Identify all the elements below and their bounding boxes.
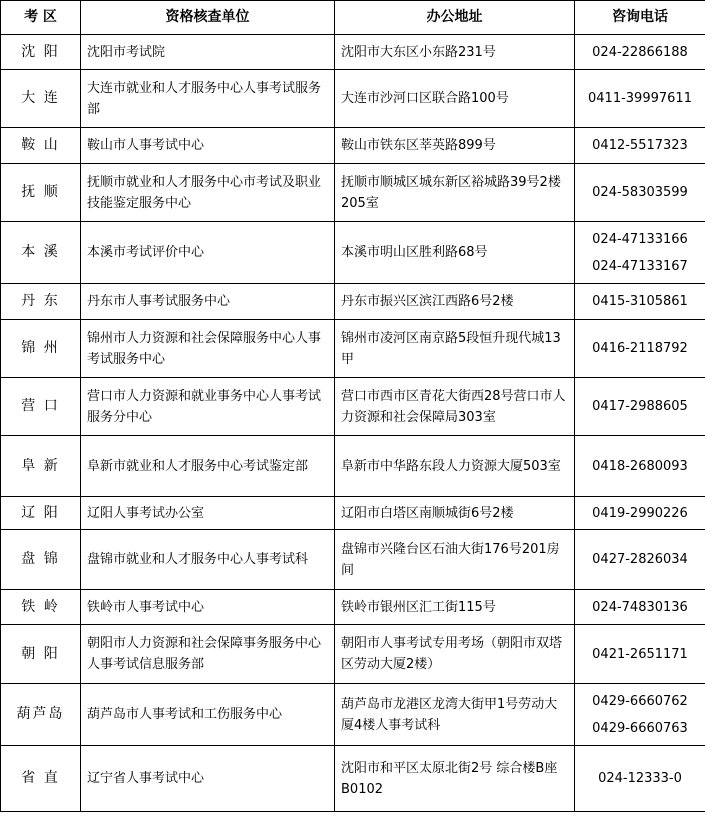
- table-row: [1, 590, 705, 625]
- unit-cell: 鞍山市人事考试中心: [81, 128, 335, 164]
- region-cell: 沈 阳: [1, 35, 81, 70]
- table-row: [1, 320, 705, 378]
- address-cell: 鞍山市铁东区莘英路899号: [335, 128, 575, 164]
- phone-number: 024-58303599: [592, 185, 688, 200]
- unit-cell: 沈阳市考试院: [81, 35, 335, 70]
- table-row: [1, 684, 705, 746]
- unit-cell: 朝阳市人力资源和社会保障事务服务中心人事考试信息服务部: [81, 625, 335, 684]
- unit-cell: 丹东市人事考试服务中心: [81, 284, 335, 320]
- phone-number: 0429-6660763: [592, 720, 688, 736]
- address-cell: 抚顺市顺城区城东新区裕城路39号2楼205室: [335, 164, 575, 222]
- table-row: [1, 164, 705, 222]
- phone-number: 024-22866188: [592, 44, 688, 60]
- phone-cell: [575, 625, 705, 684]
- header-region: 考 区: [1, 1, 81, 35]
- phone-number: 024-12333-0: [598, 771, 682, 786]
- phone-cell: [575, 684, 705, 746]
- table-row: [1, 35, 705, 70]
- phone-cell: [575, 497, 705, 530]
- phone-cell: [575, 164, 705, 222]
- phone-number: 0417-2988605: [592, 399, 688, 414]
- region-cell: 朝 阳: [1, 625, 81, 684]
- phone-cell: [575, 128, 705, 164]
- address-cell: 朝阳市人事考试专用考场（朝阳市双塔区劳动大厦2楼）: [335, 625, 575, 684]
- region-cell: 葫芦岛: [1, 684, 81, 746]
- address-cell: 铁岭市银州区汇工街115号: [335, 590, 575, 625]
- unit-cell: 锦州市人力资源和社会保障服务中心人事考试服务中心: [81, 320, 335, 378]
- region-cell: 辽 阳: [1, 497, 81, 530]
- region-cell: 大 连: [1, 70, 81, 128]
- region-cell: 营 口: [1, 378, 81, 436]
- unit-cell: 盘锦市就业和人才服务中心人事考试科: [81, 530, 335, 590]
- region-cell: 抚 顺: [1, 164, 81, 222]
- phone-number: 0421-2651171: [592, 646, 688, 662]
- address-cell: 阜新市中华路东段人力资源大厦503室: [335, 436, 575, 497]
- phone-number: 0411-39997611: [588, 91, 692, 106]
- phone-number: 0419-2990226: [592, 505, 688, 521]
- phone-number: 0418-2680093: [592, 458, 688, 474]
- phone-cell: [575, 35, 705, 70]
- address-cell: 丹东市振兴区滨江西路6号2楼: [335, 284, 575, 320]
- phone-number: 024-74830136: [592, 599, 688, 615]
- phone-number: 0427-2826034: [592, 552, 688, 567]
- region-cell: 本 溪: [1, 222, 81, 284]
- table-row: [1, 625, 705, 684]
- address-cell: 锦州市凌河区南京路5段恒升现代城13甲: [335, 320, 575, 378]
- phone-cell: [575, 70, 705, 128]
- phone-number: 024-47133167: [592, 258, 688, 274]
- unit-cell: 阜新市就业和人才服务中心考试鉴定部: [81, 436, 335, 497]
- region-cell: 阜 新: [1, 436, 81, 497]
- table-row: [1, 530, 705, 590]
- table-row: [1, 284, 705, 320]
- address-cell: 大连市沙河口区联合路100号: [335, 70, 575, 128]
- region-cell: 丹 东: [1, 284, 81, 320]
- phone-cell: [575, 378, 705, 436]
- unit-cell: 大连市就业和人才服务中心人事考试服务部: [81, 70, 335, 128]
- header-unit: 资格核查单位: [81, 1, 335, 35]
- phone-cell: [575, 284, 705, 320]
- unit-cell: 辽宁省人事考试中心: [81, 746, 335, 812]
- table-row: [1, 378, 705, 436]
- phone-number: 0415-3105861: [592, 294, 688, 309]
- phone-cell: [575, 320, 705, 378]
- phone-cell: [575, 590, 705, 625]
- unit-cell: 葫芦岛市人事考试和工伤服务中心: [81, 684, 335, 746]
- table-row: [1, 436, 705, 497]
- table-row: [1, 222, 705, 284]
- phone-number: 0429-6660762: [592, 693, 688, 709]
- table-row: [1, 70, 705, 128]
- phone-cell: [575, 746, 705, 812]
- address-cell: 沈阳市和平区太原北街2号 综合楼B座B0102: [335, 746, 575, 812]
- address-cell: 辽阳市白塔区南顺城街6号2楼: [335, 497, 575, 530]
- address-cell: 本溪市明山区胜利路68号: [335, 222, 575, 284]
- header-phone: 咨询电话: [575, 1, 705, 35]
- unit-cell: 抚顺市就业和人才服务中心市考试及职业技能鉴定服务中心: [81, 164, 335, 222]
- region-cell: 鞍 山: [1, 128, 81, 164]
- region-cell: 铁 岭: [1, 590, 81, 625]
- unit-cell: 铁岭市人事考试中心: [81, 590, 335, 625]
- region-cell: 锦 州: [1, 320, 81, 378]
- unit-cell: 营口市人力资源和就业事务中心人事考试服务分中心: [81, 378, 335, 436]
- phone-number: 024-47133166: [592, 231, 688, 247]
- phone-cell: [575, 530, 705, 590]
- unit-cell: 本溪市考试评价中心: [81, 222, 335, 284]
- header-address: 办公地址: [335, 1, 575, 35]
- table-header-row: [1, 1, 705, 35]
- address-cell: 葫芦岛市龙港区龙湾大街甲1号劳动大厦4楼人事考试科: [335, 684, 575, 746]
- region-cell: 省 直: [1, 746, 81, 812]
- phone-number: 0416-2118792: [592, 341, 688, 356]
- address-cell: 盘锦市兴隆台区石油大街176号201房间: [335, 530, 575, 590]
- phone-cell: [575, 222, 705, 284]
- region-cell: 盘 锦: [1, 530, 81, 590]
- unit-cell: 辽阳人事考试办公室: [81, 497, 335, 530]
- phone-cell: [575, 436, 705, 497]
- address-cell: 沈阳市大东区小东路231号: [335, 35, 575, 70]
- address-cell: 营口市西市区青花大街西28号营口市人力资源和社会保障局303室: [335, 378, 575, 436]
- table-row: [1, 128, 705, 164]
- table-row: [1, 746, 705, 812]
- table-row: [1, 497, 705, 530]
- phone-number: 0412-5517323: [592, 138, 688, 153]
